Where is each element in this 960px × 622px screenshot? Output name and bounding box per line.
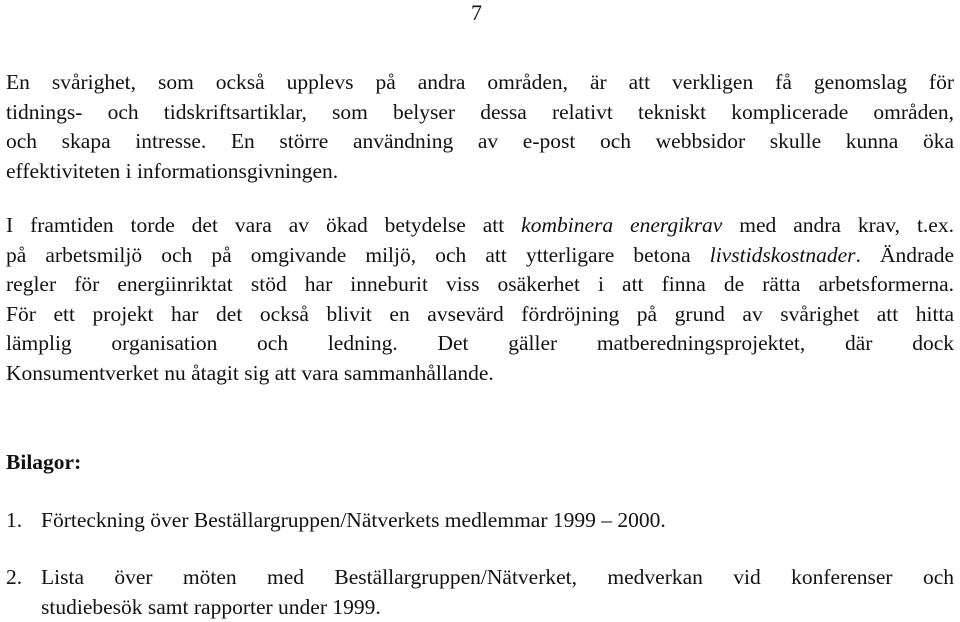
paragraph-1-line: effektiviteten i informationsgivningen. xyxy=(6,157,954,187)
attachment-text xyxy=(41,563,954,622)
text-run: på arbetsmiljö och på omgivande miljö, och att ytterligare betona xyxy=(6,243,710,267)
text-run: med andra krav, t.ex. xyxy=(722,213,954,237)
paragraph-1-line: och skapa intresse. En större användning av e-post och webbsidor skulle kunna öka xyxy=(6,127,954,157)
paragraph-2-line: regler för energiinriktat stöd har inneburit viss osäkerhet i att finna de rätta arbetsformerna. xyxy=(6,270,954,300)
attachment-line: Förteckning över Beställargruppen/Nätverkets medlemmar 1999 – 2000. xyxy=(41,506,954,536)
emphasis-text: livstidskostnader xyxy=(710,243,856,267)
attachment-text xyxy=(41,506,954,536)
paragraph-1-line: En svårighet, som också upplevs på andra områden, är att verkligen få genomslag för xyxy=(6,68,954,98)
attachment-number: 2. xyxy=(6,563,22,593)
paragraph-1 xyxy=(6,68,954,186)
paragraph-2-line xyxy=(6,211,954,241)
paragraph-2-line xyxy=(6,241,954,271)
paragraph-1-line: tidnings- och tidskriftsartiklar, som belyser dessa relativt tekniskt komplicerade områden, xyxy=(6,98,954,128)
page-number: 7 xyxy=(471,0,482,26)
attachment-line: studiebesök samt rapporter under 1999. xyxy=(41,593,954,622)
text-run: . Ändrade xyxy=(856,243,955,267)
text-run: I framtiden torde det vara av ökad betydelse att xyxy=(6,213,521,237)
paragraph-2 xyxy=(6,211,954,388)
attachments-heading: Bilagor: xyxy=(6,448,81,478)
paragraph-2-line: Konsumentverket nu åtagit sig att vara sammanhållande. xyxy=(6,359,954,389)
emphasis-text: kombinera energikrav xyxy=(521,213,722,237)
attachment-number: 1. xyxy=(6,506,22,536)
paragraph-2-line: För ett projekt har det också blivit en avsevärd fördröjning på grund av svårighet att hitta xyxy=(6,300,954,330)
paragraph-2-line: lämplig organisation och ledning. Det gäller matberedningsprojektet, där dock xyxy=(6,329,954,359)
attachment-item xyxy=(6,506,954,536)
attachment-line: Lista över möten med Beställargruppen/Nätverket, medverkan vid konferenser och xyxy=(41,563,954,593)
attachment-item xyxy=(6,563,954,622)
